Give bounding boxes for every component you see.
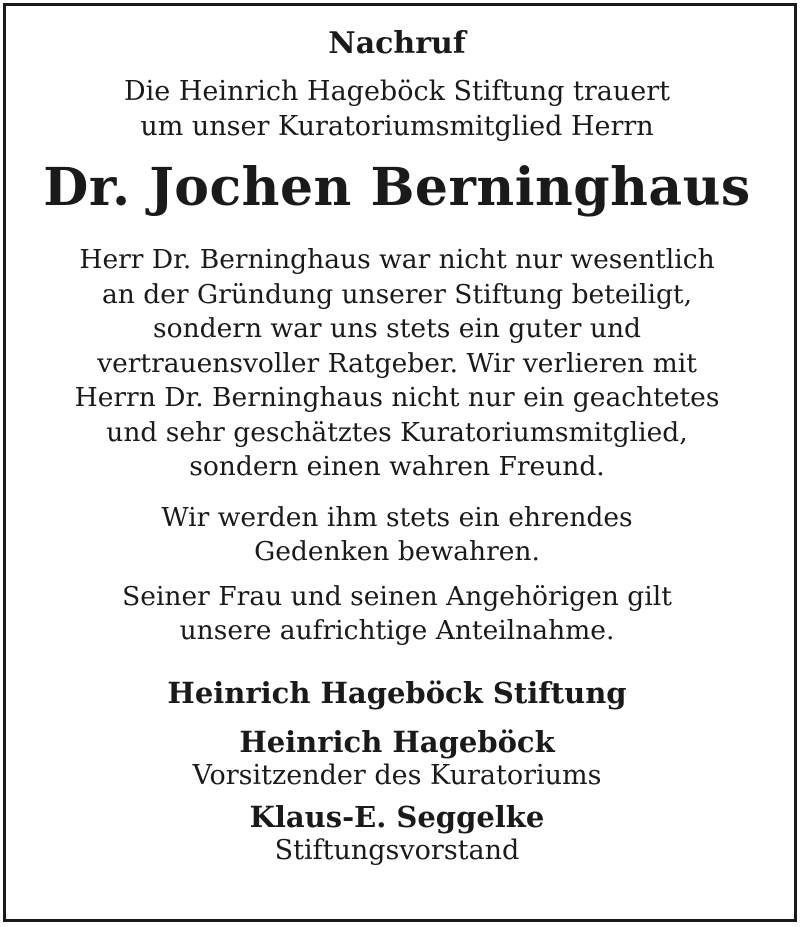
tribute-line: vertrauensvoller Ratgeber. Wir verlieren mit (97, 347, 697, 379)
condolence-line: unsere aufrichtige Anteilnahme. (179, 615, 615, 646)
tribute-line: sondern einen wahren Freund. (189, 451, 605, 482)
tribute-paragraph (0, 243, 794, 485)
deceased-name: Dr. Jochen Berninghaus (43, 157, 751, 218)
notice-heading: Nachruf (328, 26, 466, 61)
intro-text (0, 74, 794, 144)
tribute-line: sondern war uns stets ein guter und (153, 313, 641, 344)
signer-name: Heinrich Hageböck (239, 724, 555, 759)
memory-line: Gedenken bewahren. (254, 536, 540, 567)
tribute-line: Herr Dr. Berninghaus war nicht nur wesentlich (79, 244, 715, 275)
tribute-line: Herrn Dr. Berninghaus nicht nur ein geachtetes (74, 382, 720, 413)
signer-role: Vorsitzender des Kuratoriums (192, 759, 602, 791)
organization-name: Heinrich Hageböck Stiftung (167, 675, 627, 710)
condolence-line: Seiner Frau und seinen Angehörigen gilt (122, 580, 672, 612)
tribute-line: an der Gründung unserer Stiftung beteiligt, (101, 278, 693, 310)
intro-line: Die Heinrich Hageböck Stiftung trauert (124, 76, 670, 107)
condolence-paragraph (0, 580, 794, 649)
memory-line: Wir werden ihm stets ein ehrendes (161, 501, 633, 533)
signer-role: Stiftungsvorstand (274, 834, 520, 866)
memory-paragraph (0, 501, 794, 570)
intro-line: um unser Kuratoriumsmitglied Herrn (140, 111, 654, 142)
tribute-line: und sehr geschätztes Kuratoriumsmitglied, (106, 416, 688, 448)
signer-name: Klaus-E. Seggelke (249, 799, 545, 834)
